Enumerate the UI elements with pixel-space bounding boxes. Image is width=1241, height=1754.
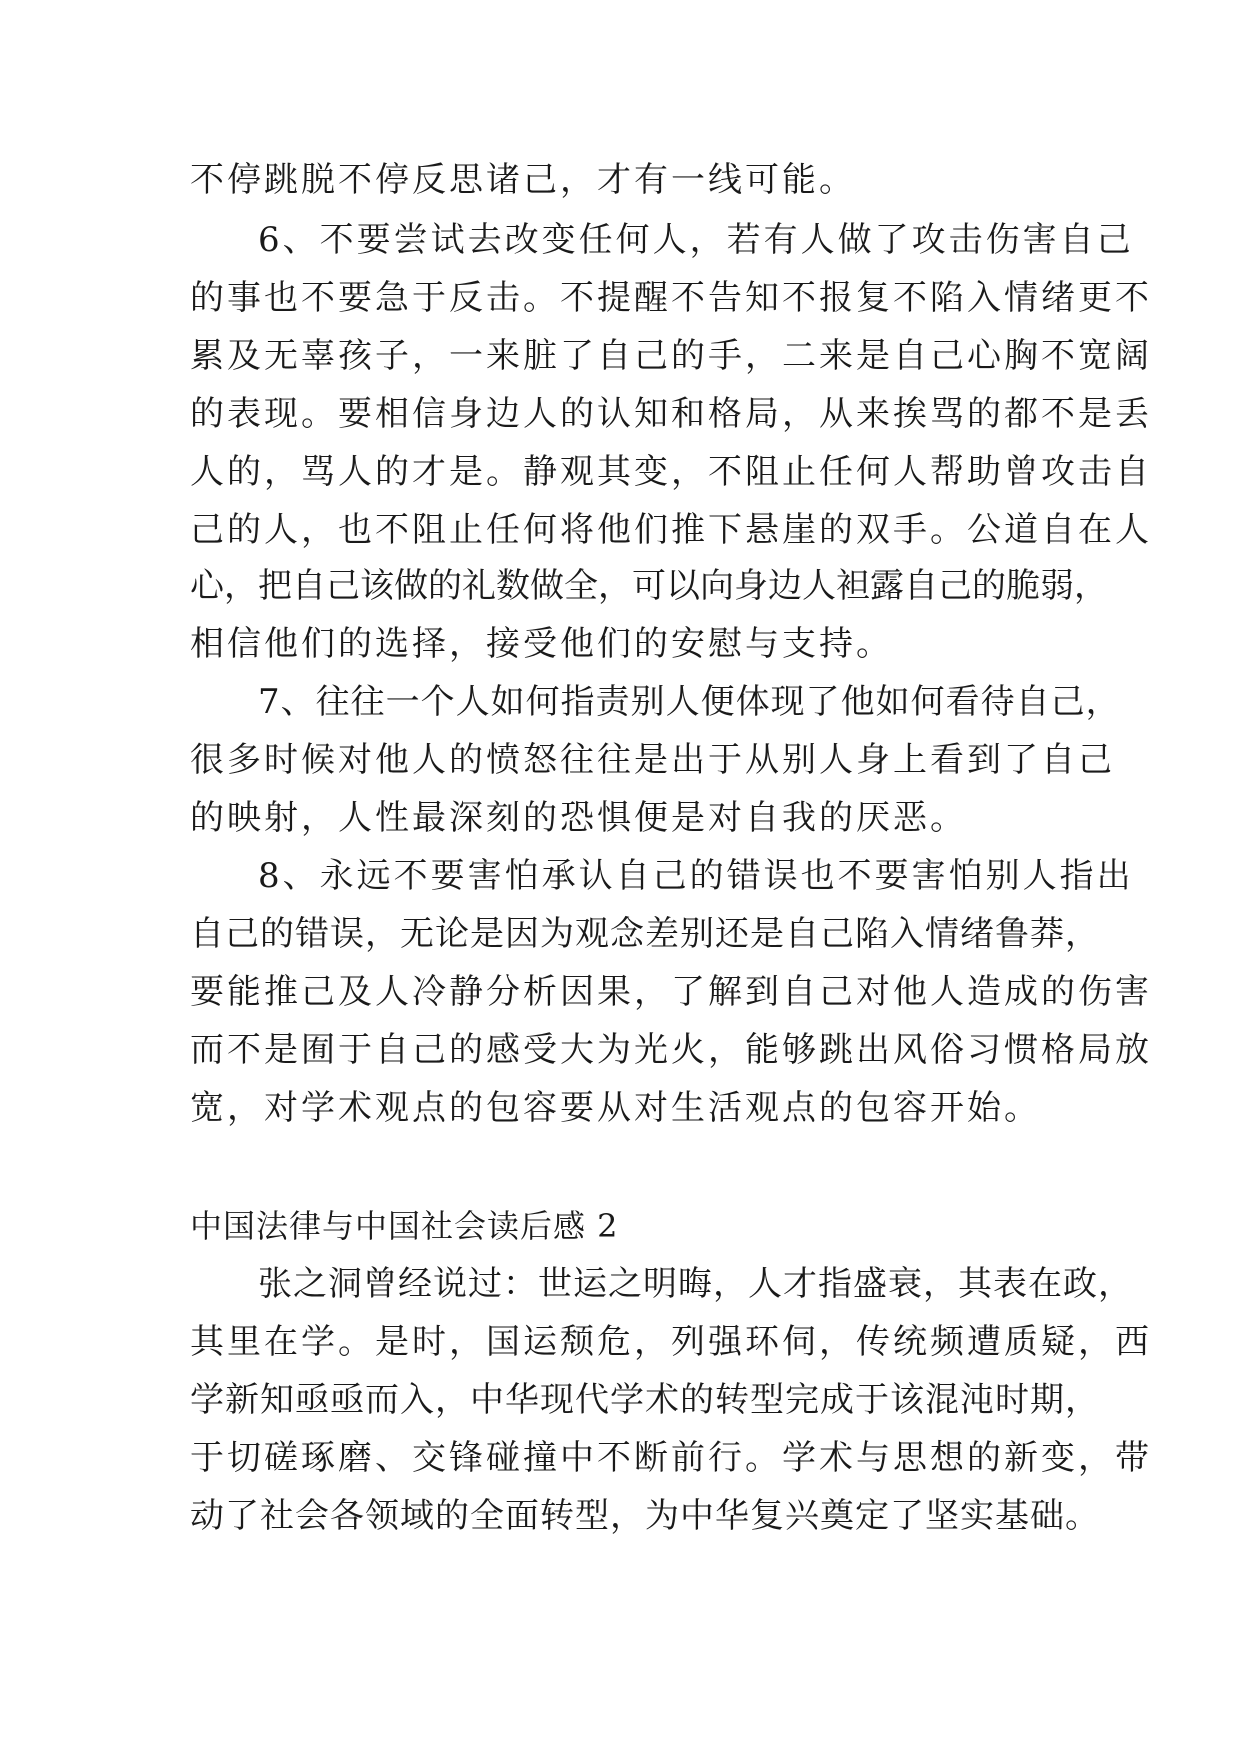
text-line: 很多时候对他人的愤怒往往是出于从别人身上看到了自己 [190,740,1115,780]
text-line: 不停跳脱不停反思诸己，才有一线可能。 [190,160,856,200]
section-title: 中国法律与中国社会读后感 2 [190,1207,619,1245]
paragraph-8-start: 8、永远不要害怕承认自己的错误也不要害怕别人指出 [258,856,1134,896]
text-line: 于切磋琢磨、交锋碰撞中不断前行。学术与思想的新变，带 [190,1438,1152,1478]
text-line: 相信他们的选择，接受他们的安慰与支持。 [190,624,893,664]
text-line: 要能推己及人冷静分析因果，了解到自己对他人造成的伤害 [190,972,1152,1012]
text-line: 的映射，人性最深刻的恐惧便是对自我的厌恶。 [190,798,967,838]
paragraph-6-start: 6、不要尝试去改变任何人，若有人做了攻击伤害自己 [258,220,1134,260]
text-line: 而不是囿于自己的感受大为光火，能够跳出风俗习惯格局放 [190,1030,1152,1070]
text-line: 的事也不要急于反击。不提醒不告知不报复不陷入情绪更不 [190,278,1152,318]
text-line: 己的人，也不阻止任何将他们推下悬崖的双手。公道自在人 [190,510,1152,550]
text-line: 人的，骂人的才是。静观其变，不阻止任何人帮助曾攻击自 [190,452,1152,492]
text-line: 心，把自己该做的礼数做全，可以向身边人袒露自己的脆弱， [190,566,1108,606]
text-line: 学新知亟亟而入，中华现代学术的转型完成于该混沌时期， [190,1380,1100,1420]
text-line: 动了社会各领域的全面转型，为中华复兴奠定了坚实基础。 [190,1496,1100,1536]
section-paragraph-start: 张之洞曾经说过：世运之明晦，人才指盛衰，其表在政， [258,1264,1133,1304]
text-line: 累及无辜孩子，一来脏了自己的手，二来是自己心胸不宽阔 [190,336,1152,376]
paragraph-7-start: 7、往往一个人如何指责别人便体现了他如何看待自己， [258,682,1121,722]
text-line: 的表现。要相信身边人的认知和格局，从来挨骂的都不是丢 [190,394,1152,434]
text-line: 自己的错误，无论是因为观念差别还是自己陷入情绪鲁莽， [190,914,1100,954]
text-line: 其里在学。是时，国运颓危，列强环伺，传统频遭质疑，西 [190,1322,1152,1362]
text-line: 宽，对学术观点的包容要从对生活观点的包容开始。 [190,1088,1041,1128]
